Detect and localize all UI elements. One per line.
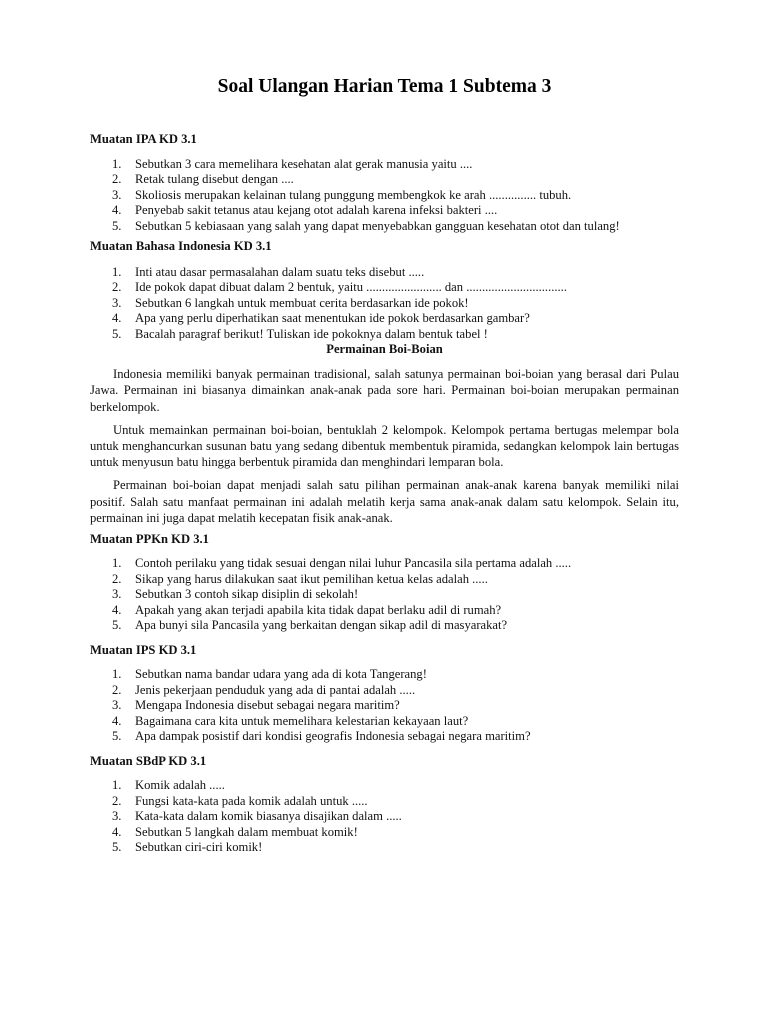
question-list — [90, 556, 679, 634]
section-bahasa-indonesia — [90, 239, 679, 527]
question-text: Contoh perilaku yang tidak sesuai dengan nilai luhur Pancasila sila pertama adalah ..... — [135, 556, 572, 570]
question-number: 2. — [112, 682, 122, 697]
question-number: 1. — [112, 156, 122, 171]
question-text: Skoliosis merupakan kelainan tulang punggung membengkok ke arah ............... tubuh. — [135, 187, 572, 202]
question-number: 2. — [112, 172, 122, 186]
question-text: Apakah yang akan terjadi apabila kita tidak dapat berlaku adil di rumah? — [135, 602, 502, 617]
question-number: 3. — [112, 698, 122, 712]
question-item — [90, 778, 679, 794]
question-item — [90, 219, 679, 235]
section-ips — [90, 643, 679, 745]
question-item — [90, 157, 679, 173]
question-item — [90, 587, 679, 603]
question-text: Apa yang perlu diperhatikan saat menentukan ide pokok berdasarkan gambar? — [135, 311, 530, 325]
question-text: Apa bunyi sila Pancasila yang berkaitan dengan sikap adil di masyarakat? — [135, 618, 508, 632]
question-text: Sebutkan 5 langkah dalam membuat komik! — [135, 824, 358, 839]
question-text: Ide pokok dapat dibuat dalam 2 bentuk, yaitu ........................ dan ................................ — [135, 280, 567, 294]
section-sbdp — [90, 754, 679, 856]
question-item — [90, 327, 679, 343]
story-text — [90, 366, 679, 527]
question-item — [90, 265, 679, 281]
question-number: 5. — [112, 326, 122, 341]
question-text: Bacalah paragraf berikut! Tuliskan ide pokoknya dalam bentuk tabel ! — [135, 326, 488, 341]
question-item — [90, 603, 679, 619]
question-number: 2. — [112, 793, 122, 808]
question-number: 5. — [112, 729, 122, 743]
section-heading: Muatan PPKn KD 3.1 — [90, 531, 209, 546]
question-text: Bagaimana cara kita untuk memelihara kelestarian kekayaan laut? — [135, 713, 469, 728]
question-number: 4. — [112, 203, 122, 217]
question-number: 5. — [112, 618, 122, 632]
question-text: Komik adalah ..... — [135, 778, 225, 792]
question-number: 3. — [112, 295, 122, 310]
section-heading: Muatan Bahasa Indonesia KD 3.1 — [90, 239, 272, 253]
question-number: 4. — [112, 824, 122, 839]
story-paragraph: Untuk memainkan permainan boi-boian, bentuklah 2 kelompok. Kelompok pertama bertugas melempar bola untuk menghancurkan susunan batu yang sedang dibentuk membentuk piramida, sedangkan kelompok lain bertugas untuk menyusun batu hingga berbentuk piramida dan menghindari lemparan bola. — [90, 423, 679, 469]
page-title: Soal Ulangan Harian Tema 1 Subtema 3 — [217, 76, 552, 97]
question-number: 5. — [112, 218, 122, 233]
question-number: 2. — [112, 280, 122, 294]
question-item — [90, 311, 679, 327]
question-item — [90, 572, 679, 588]
story-paragraph: Permainan boi-boian dapat menjadi salah satu pilihan permainan anak-anak karena banyak memiliki nilai positif. Salah satu manfaat permainan ini adalah melatih kerja sama anak-anak dalam satu kelompok. Selain itu, permainan ini juga dapat melatih kecepatan fisik anak-anak. — [90, 478, 679, 525]
question-number: 1. — [112, 667, 122, 681]
question-item — [90, 203, 679, 219]
question-item — [90, 825, 679, 841]
story-paragraph: Indonesia memiliki banyak permainan tradisional, salah satunya permainan boi-boian yang berasal dari Pulau Jawa. Permainan ini biasanya dimainkan anak-anak pada sore hari. Permainan boi-boian merupakan permainan berkelompok. — [90, 366, 679, 414]
question-number: 3. — [112, 187, 122, 202]
story-title: Permainan Boi-Boian — [326, 342, 443, 356]
section-ppkn — [90, 532, 679, 634]
question-item — [90, 280, 679, 296]
section-heading: Muatan SBdP KD 3.1 — [90, 753, 207, 768]
question-item — [90, 714, 679, 730]
question-text: Mengapa Indonesia disebut sebagai negara maritim? — [135, 698, 400, 712]
question-list — [90, 265, 679, 343]
question-text: Sebutkan 3 cara memelihara kesehatan alat gerak manusia yaitu .... — [135, 156, 473, 171]
question-number: 4. — [112, 713, 122, 728]
question-text: Sebutkan 6 langkah untuk membuat cerita berdasarkan ide pokok! — [135, 295, 469, 310]
question-text: Apa dampak posistif dari kondisi geografis Indonesia sebagai negara maritim? — [135, 729, 531, 743]
question-number: 4. — [112, 311, 122, 325]
question-text: Sebutkan 3 contoh sikap disiplin di sekolah! — [135, 587, 359, 601]
question-text: Jenis pekerjaan penduduk yang ada di pantai adalah ..... — [135, 682, 416, 697]
question-item — [90, 809, 679, 825]
question-item — [90, 618, 679, 634]
question-text: Penyebab sakit tetanus atau kejang otot adalah karena infeksi bakteri .... — [135, 203, 498, 217]
question-number: 5. — [112, 840, 122, 854]
section-heading: Muatan IPA KD 3.1 — [90, 132, 197, 146]
question-text: Fungsi kata-kata pada komik adalah untuk ..... — [135, 793, 368, 808]
question-number: 2. — [112, 571, 122, 586]
question-text: Kata-kata dalam komik biasanya disajikan dalam ..... — [135, 809, 402, 823]
document-content — [90, 76, 679, 856]
question-item — [90, 698, 679, 714]
section-heading: Muatan IPS KD 3.1 — [90, 642, 197, 657]
question-item — [90, 667, 679, 683]
question-item — [90, 729, 679, 745]
question-list — [90, 667, 679, 745]
question-text: Retak tulang disebut dengan .... — [135, 172, 294, 186]
question-item — [90, 683, 679, 699]
question-text: Sebutkan nama bandar udara yang ada di kota Tangerang! — [135, 667, 427, 681]
question-list — [90, 157, 679, 235]
question-number: 4. — [112, 602, 122, 617]
question-item — [90, 840, 679, 856]
question-text: Sebutkan ciri-ciri komik! — [135, 840, 263, 854]
question-number: 3. — [112, 809, 122, 823]
question-item — [90, 172, 679, 188]
section-ipa — [90, 132, 679, 234]
question-item — [90, 188, 679, 204]
question-item — [90, 794, 679, 810]
question-item — [90, 556, 679, 572]
question-number: 1. — [112, 556, 122, 570]
question-text: Inti atau dasar permasalahan dalam suatu teks disebut ..... — [135, 264, 425, 279]
question-text: Sebutkan 5 kebiasaan yang salah yang dapat menyebabkan gangguan kesehatan otot dan tulang! — [135, 218, 620, 233]
question-text: Sikap yang harus dilakukan saat ikut pemilihan ketua kelas adalah ..... — [135, 571, 488, 586]
question-number: 3. — [112, 587, 122, 601]
question-number: 1. — [112, 778, 122, 792]
question-list — [90, 778, 679, 856]
question-number: 1. — [112, 264, 122, 279]
question-item — [90, 296, 679, 312]
